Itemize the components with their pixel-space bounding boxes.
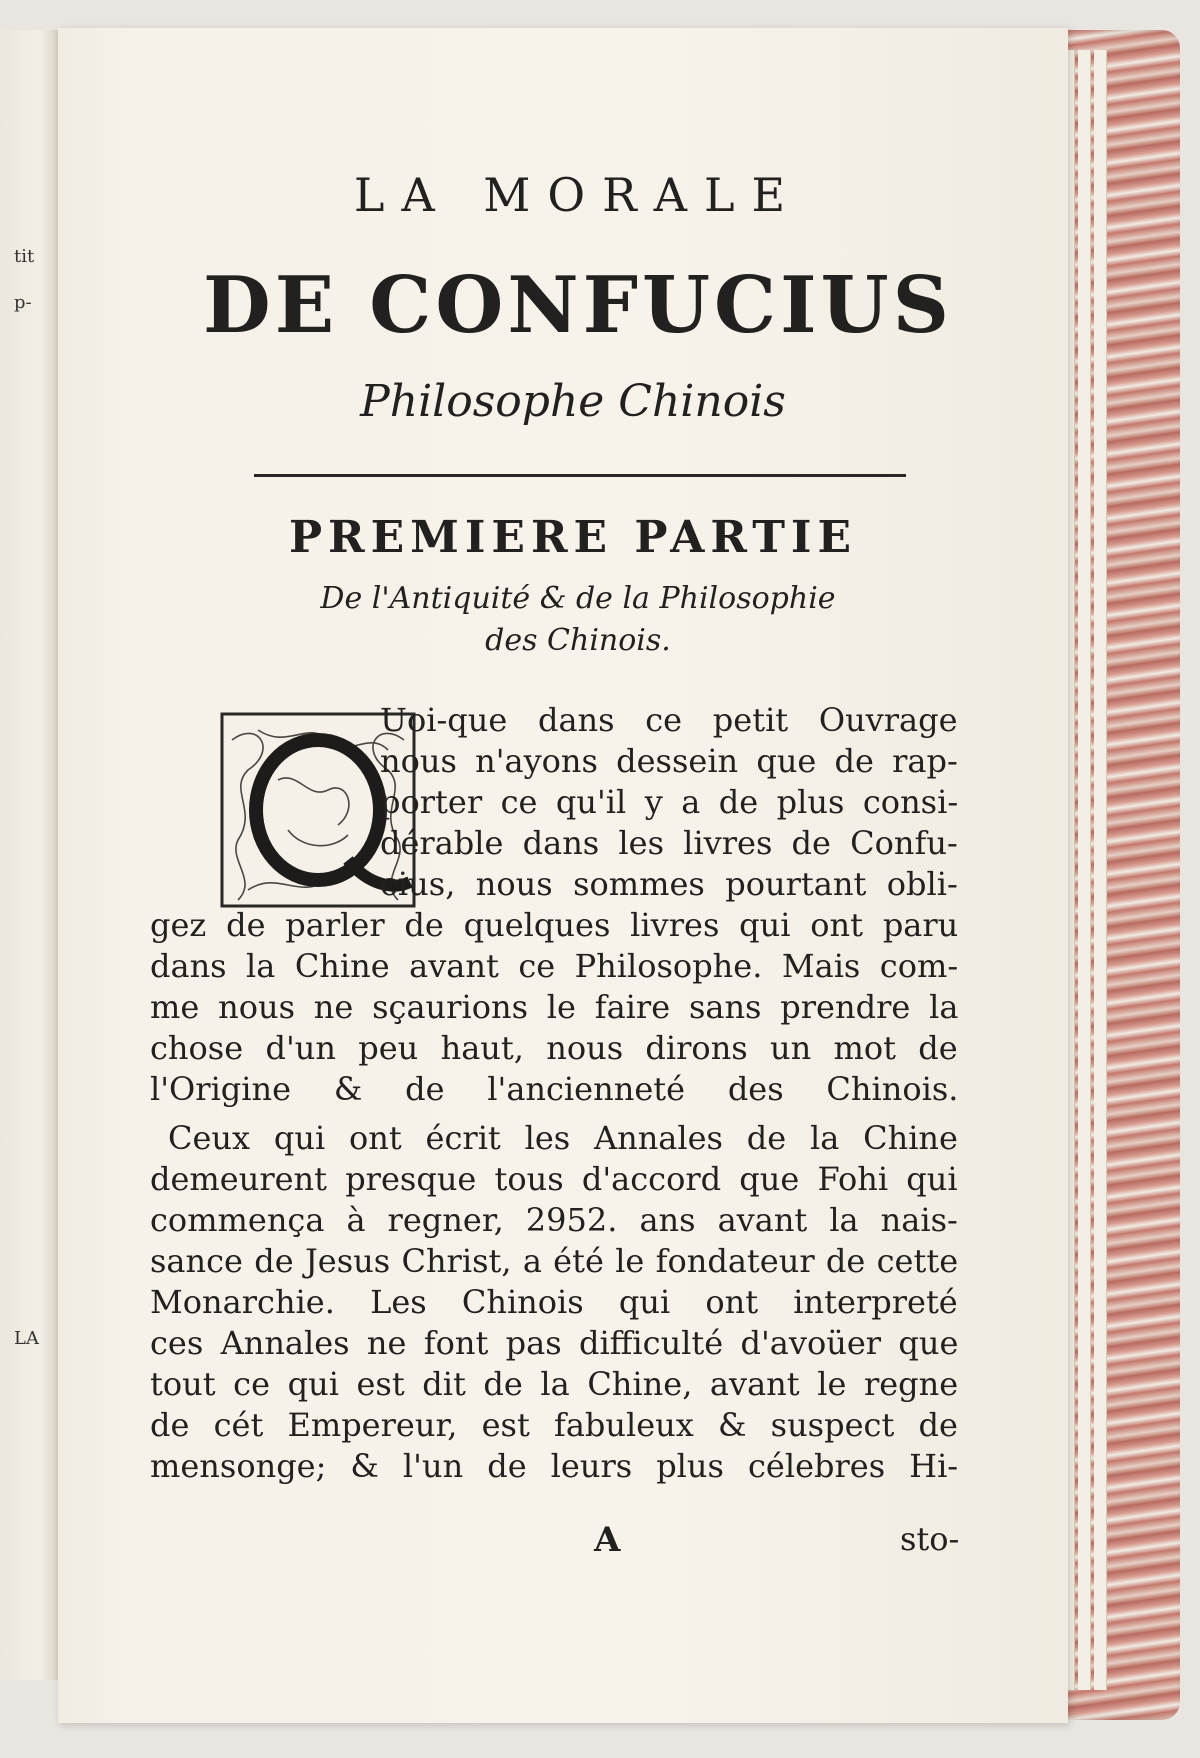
body-line: Monarchie. Les Chinois qui ont interpreté — [150, 1283, 958, 1321]
section-subtitle — [258, 578, 898, 662]
body-line: demeurent presque tous d'accord que Fohi qui — [150, 1160, 958, 1198]
header-line-1: LA MORALE — [353, 168, 803, 222]
body-line: dérable dans les livres de Confu- — [380, 824, 958, 862]
page-edge-strip — [1078, 50, 1091, 1690]
body-line: gez de parler de quelques livres qui ont paru — [150, 906, 959, 944]
body-line: chose d'un peu haut, nous dirons un mot de — [150, 1029, 958, 1067]
section-subtitle-line: De l'Antiquité & de la Philosophie — [320, 581, 836, 616]
header-subtitle: Philosophe Chinois — [360, 376, 786, 427]
body-line: tout ce qui est dit de la Chine, avant le regne — [150, 1365, 959, 1403]
section-title: PREMIERE PARTIE — [288, 512, 858, 563]
left-page-fragment: tit — [14, 246, 35, 267]
body-line: commença à regner, 2952. ans avant la nais- — [150, 1201, 958, 1239]
body-line: dans la Chine avant ce Philosophe. Mais com- — [150, 947, 959, 985]
left-page-fragment: p- — [14, 292, 32, 313]
body-line: nous n'ayons dessein que de rap- — [380, 742, 958, 780]
body-line: sance de Jesus Christ, a été le fondateur de cette — [150, 1242, 959, 1280]
section-subtitle-line: des Chinois. — [485, 623, 671, 658]
page-edge-strip — [1094, 50, 1107, 1690]
left-page-edge — [0, 30, 59, 1680]
catchword: sto- — [900, 1520, 960, 1558]
header-title: DE CONFUCIUS — [203, 260, 953, 351]
left-page-fragment: LA — [14, 1328, 39, 1349]
body-line: mensonge; & l'un de leurs plus célebres Hi- — [150, 1447, 959, 1485]
body-line: Ceux qui ont écrit les Annales de la Chine — [168, 1119, 958, 1157]
body-line: de cét Empereur, est fabuleux & suspect de — [150, 1406, 958, 1444]
signature-mark: A — [594, 1520, 621, 1560]
header-rule — [254, 474, 906, 477]
body-line: cius, nous sommes pourtant obli- — [380, 865, 958, 903]
body-line: porter ce qu'il y a de plus consi- — [380, 783, 959, 821]
body-line: l'Origine & de l'ancienneté des Chinois. — [150, 1070, 959, 1108]
body-line: me nous ne sçaurions le faire sans prendre la — [150, 988, 959, 1026]
book-page — [58, 28, 1068, 1723]
body-line: Uoi-que dans ce petit Ouvrage — [380, 701, 958, 739]
body-line: ces Annales ne font pas difficulté d'avoüer que — [150, 1324, 959, 1362]
